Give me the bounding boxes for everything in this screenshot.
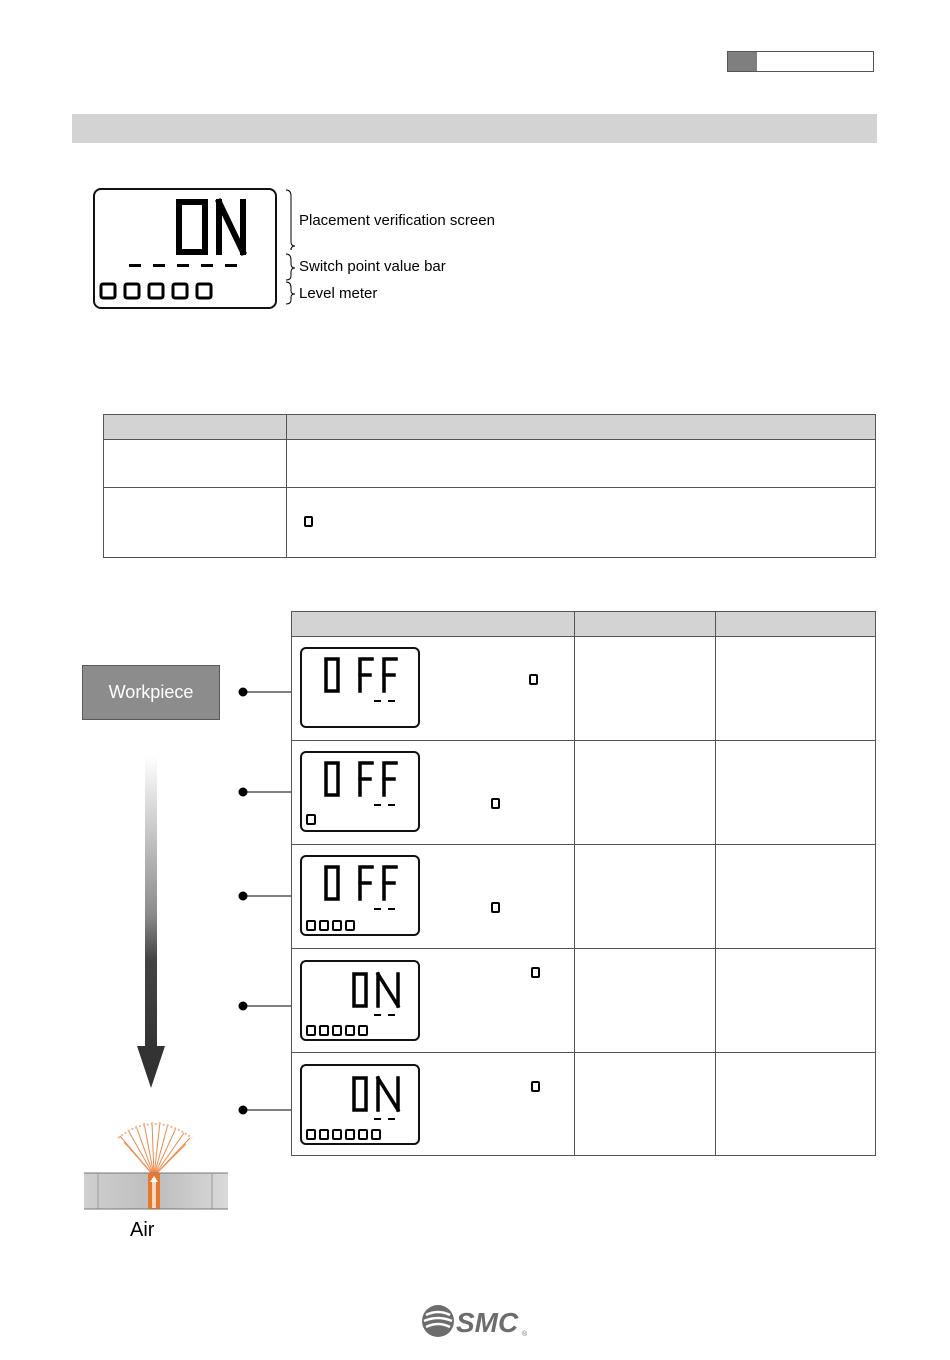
sequence-cell [575, 1053, 716, 1156]
label-brackets [284, 188, 298, 306]
info-table-cell [287, 440, 876, 488]
seven-segment-zero-icon [530, 966, 542, 980]
info-table-header [104, 415, 876, 440]
section-title-bar [72, 114, 877, 143]
lcd-row-svg [302, 1066, 418, 1143]
label-switch-point-bar: Switch point value bar [299, 258, 446, 275]
info-table-header-cell-2 [287, 415, 876, 440]
label-level-meter: Level meter [299, 285, 378, 302]
lcd-row-svg [302, 753, 418, 830]
down-arrow-icon [136, 756, 166, 1090]
seven-segment-zero-icon [303, 516, 315, 528]
lcd-display-main [93, 188, 277, 309]
lcd-row-3 [300, 855, 420, 936]
seven-segment-zero-icon [530, 1080, 542, 1094]
sequence-cell [575, 949, 716, 1053]
workpiece-box: Workpiece [82, 665, 220, 720]
sequence-table-header [292, 612, 876, 637]
lcd-main-svg [95, 190, 275, 307]
lcd-main-letter-n [219, 202, 243, 252]
lcd-row-svg [302, 649, 418, 726]
sequence-cell [575, 845, 716, 949]
smc-logo-text: SMC [456, 1307, 519, 1338]
sequence-cell [716, 637, 876, 741]
seven-segment-zero-icon [490, 797, 502, 811]
label-placement-verification: Placement verification screen [299, 212, 495, 229]
switch-point-bar [129, 264, 237, 267]
lcd-row-svg [302, 857, 418, 934]
sequence-table-header-cell-2 [575, 612, 716, 637]
lcd-row-2 [300, 751, 420, 832]
info-table-cell [287, 488, 876, 558]
level-meter [101, 284, 211, 298]
svg-text:®: ® [522, 1331, 528, 1338]
sequence-cell [575, 637, 716, 741]
header-tag-fill [728, 52, 757, 71]
info-table-row [104, 488, 876, 558]
info-table-cell [104, 488, 287, 558]
sequence-cell [716, 845, 876, 949]
seven-segment-zero-icon [528, 673, 540, 687]
air-nozzle-icon [80, 1118, 230, 1212]
sequence-cell [716, 741, 876, 845]
sequence-table-header-cell-1 [292, 612, 575, 637]
header-tag [727, 51, 874, 72]
lcd-row-4 [300, 960, 420, 1041]
sequence-table-header-cell-3 [716, 612, 876, 637]
sequence-cell [575, 741, 716, 845]
info-table-row [104, 440, 876, 488]
lcd-main-letter-o [179, 202, 205, 252]
lcd-row-5 [300, 1064, 420, 1145]
info-table-cell [104, 440, 287, 488]
bullet-connectors [236, 640, 294, 1120]
sequence-cell [716, 1053, 876, 1156]
lcd-row-1 [300, 647, 420, 728]
sequence-cell [716, 949, 876, 1053]
info-table [103, 414, 876, 558]
smc-logo [420, 1301, 530, 1341]
seven-segment-zero-icon [490, 901, 502, 915]
info-table-header-cell-1 [104, 415, 287, 440]
lcd-row-svg [302, 962, 418, 1039]
air-label: Air [130, 1219, 155, 1241]
smc-logo-icon [420, 1301, 530, 1341]
